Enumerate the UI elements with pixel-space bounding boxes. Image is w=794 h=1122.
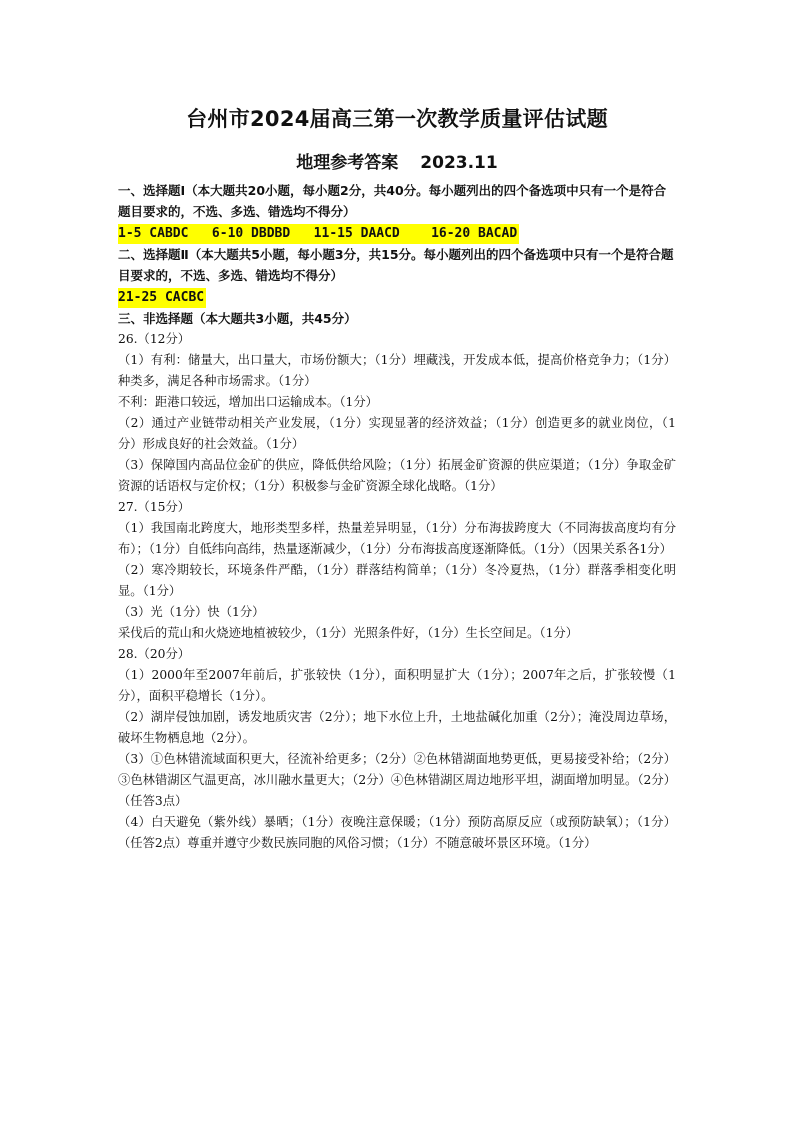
answer-body bbox=[118, 180, 676, 854]
q26-part1-disadvantage: 不利：距港口较远，增加出口运输成本。（1分） bbox=[118, 395, 378, 409]
q28-part3: （3）①色林错流域面积更大，径流补给更多；（2分）②色林错湖面地势更低，更易接受补给；（2分）③色林错湖区气温更高，冰川融水量更大；（2分）④色林错湖区周边地形平坦，湖面增加明显。（2分）（任答3点） bbox=[118, 752, 676, 808]
q26-part1: （1）有利：储量大，出口量大，市场份额大；（1分）埋藏浅，开发成本低，提高价格竞争力；（1分）种类多，满足各种市场需求。（1分） bbox=[118, 353, 676, 388]
q27-part1: （1）我国南北跨度大，地形类型多样，热量差异明显，（1分）分布海拔跨度大（不同海拔高度均有分布）；（1分）自低纬向高纬，热量逐渐减少，（1分）分布海拔高度逐渐降低。（1分）（因果关系各1分） bbox=[118, 521, 676, 556]
q26-label: 26.（12分） bbox=[118, 332, 191, 346]
subtitle-text: 地理参考答案 bbox=[296, 153, 399, 173]
section2-header: 二、选择题Ⅱ（本大题共5小题，每小题3分，共15分。每小题列出的四个备选项中只有一个是符合题目要求的，不选、多选、错选均不得分） bbox=[118, 247, 674, 283]
q27-part3: （3）光（1分）快（1分） bbox=[118, 605, 265, 619]
q28-label: 28.（20分） bbox=[118, 647, 191, 661]
section2-answers: 21-25 CACBC bbox=[118, 288, 206, 308]
q26-part2: （2）通过产业链带动相关产业发展，（1分）实现显著的经济效益；（1分）创造更多的就业岗位，（1分）形成良好的社会效益。（1分） bbox=[118, 416, 676, 451]
q28-part2: （2）湖岸侵蚀加剧，诱发地质灾害（2分）；地下水位上升，土地盐碱化加重（2分）；淹没周边草场，破坏生物栖息地（2分）。 bbox=[118, 710, 676, 745]
section3-header: 三、非选择题（本大题共3小题，共45分） bbox=[118, 311, 357, 326]
q26-part3: （3）保障国内高品位金矿的供应，降低供给风险；（1分）拓展金矿资源的供应渠道；（1分）争取金矿资源的话语权与定价权；（1分）积极参与金矿资源全球化战略。（1分） bbox=[118, 458, 676, 493]
section1-header: 一、选择题Ⅰ（本大题共20小题，每小题2分，共40分。每小题列出的四个备选项中只有一个是符合题目要求的，不选、多选、错选均不得分） bbox=[118, 183, 667, 219]
q27-label: 27.（15分） bbox=[118, 500, 191, 514]
q27-part3-reason: 采伐后的荒山和火烧迹地植被较少，（1分）光照条件好，（1分）生长空间足。（1分） bbox=[118, 626, 579, 640]
q28-part4: （4）白天避免（紫外线）暴晒；（1分）夜晚注意保暖；（1分）预防高原反应（或预防缺氧）；（1分）（任答2点）尊重并遵守少数民族同胞的风俗习惯；（1分）不随意破坏景区环境。（1分） bbox=[118, 815, 676, 850]
q28-part1: （1）2000年至2007年前后，扩张较快（1分），面积明显扩大（1分）；2007年之后，扩张较慢（1分），面积平稳增长（1分）。 bbox=[118, 668, 676, 703]
exam-date: 2023.11 bbox=[420, 153, 498, 173]
q27-part2: （2）寒冷期较长，环境条件严酷，（1分）群落结构简单；（1分）冬冷夏热，（1分）群落季相变化明显。（1分） bbox=[118, 563, 676, 598]
page-title: 台州市2024届高三第一次教学质量评估试题 bbox=[186, 107, 608, 131]
section1-answers: 1-5 CABDC 6-10 DBDBD 11-15 DAACD 16-20 BACAD bbox=[118, 224, 519, 244]
page-subtitle bbox=[0, 148, 794, 173]
